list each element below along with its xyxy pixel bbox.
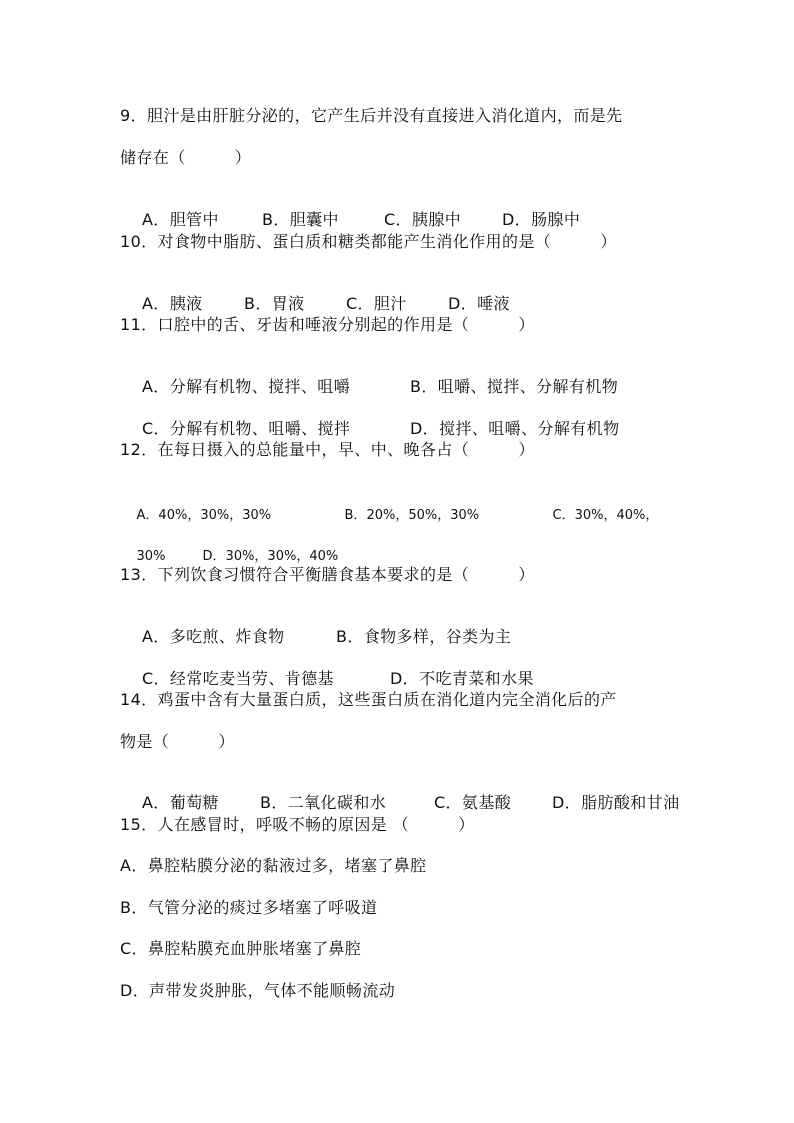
option-b: B．20%，50%，30% — [344, 508, 480, 523]
question-14-stem-line-2: 物是（ ） — [120, 732, 235, 751]
option-b: B．胃液 — [243, 294, 305, 313]
option-b: B．食物多样，谷类为主 — [335, 627, 512, 646]
option-c: C．氨基酸 — [433, 793, 512, 812]
option-b: B．咀嚼、搅拌、分解有机物 — [409, 377, 619, 396]
option-c-cont: 30% — [136, 549, 166, 564]
option-b: B．二氧化碳和水 — [259, 793, 387, 812]
option-d: D．搅拌、咀嚼、分解有机物 — [409, 419, 620, 438]
option-c: C．胰腺中 — [383, 210, 462, 229]
question-13-stem: 13．下列饮食习惯符合平衡膳食基本要求的是（ ） — [120, 565, 535, 584]
option-d: D．肠腺中 — [501, 210, 581, 229]
option-b: B．气管分泌的痰过多堵塞了呼吸道 — [120, 898, 378, 917]
question-12-stem: 12．在每日摄入的总能量中，早、中、晚各占（ ） — [120, 440, 535, 459]
option-c: C．经常吃麦当劳、肯德基 — [141, 669, 334, 688]
option-d: D．脂肪酸和甘油 — [551, 793, 680, 812]
option-a: A．胆管中 — [141, 210, 219, 229]
question-14-stem-line-1: 14．鸡蛋中含有大量蛋白质，这些蛋白质在消化道内完全消化后的产 — [120, 690, 617, 709]
option-d: D．唾液 — [447, 294, 510, 313]
option-a: A．葡萄糖 — [141, 793, 219, 812]
option-d: D．不吃青菜和水果 — [389, 669, 534, 688]
question-10-stem: 10．对食物中脂肪、蛋白质和糖类都能产生消化作用的是（ ） — [120, 232, 617, 251]
option-a: A．鼻腔粘膜分泌的黏液过多，堵塞了鼻腔 — [120, 856, 427, 875]
option-c: C．分解有机物、咀嚼、搅拌 — [141, 419, 351, 438]
option-c: C．30%，40%， — [552, 508, 659, 523]
question-9-stem-line-2: 储存在（ ） — [120, 148, 252, 167]
question-11-stem: 11．口腔中的舌、牙齿和唾液分别起的作用是（ ） — [120, 315, 535, 334]
option-c: C．胆汁 — [345, 294, 407, 313]
option-d: D．声带发炎肿胀，气体不能顺畅流动 — [120, 981, 396, 1000]
option-c: C．鼻腔粘膜充血肿胀堵塞了鼻腔 — [120, 939, 362, 958]
option-d: D．30%，30%，40% — [202, 549, 339, 564]
option-a: A．多吃煎、炸食物 — [141, 627, 285, 646]
option-b: B．胆囊中 — [261, 210, 339, 229]
question-15-stem: 15．人在感冒时，呼吸不畅的原因是 （ ） — [120, 815, 475, 834]
option-a: A．40%，30%，30% — [136, 508, 272, 523]
option-a: A．分解有机物、搅拌、咀嚼 — [141, 377, 351, 396]
option-a: A．胰液 — [141, 294, 203, 313]
question-9-stem-line-1: 9．胆汁是由肝脏分泌的，它产生后并没有直接进入消化道内，而是先 — [120, 106, 623, 125]
